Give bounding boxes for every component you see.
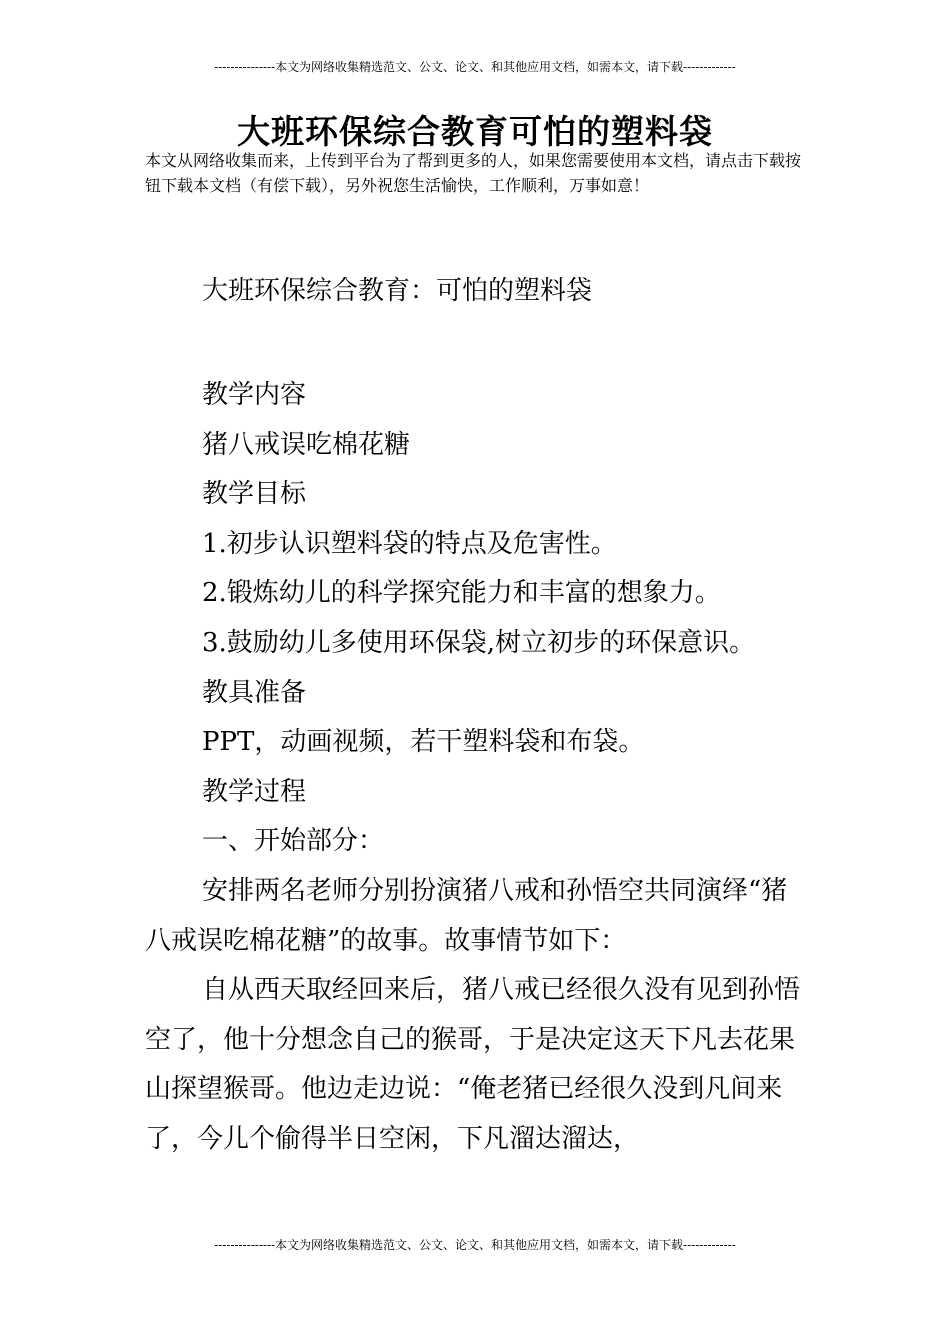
outline-heading-content: 教学内容	[202, 380, 307, 410]
outline-heading-materials: 教具准备	[202, 677, 307, 708]
outline-item-goal-2: 2.锻炼幼儿的科学探究能力和丰富的想象力。	[202, 578, 721, 609]
outline-heading-process: 教学过程	[202, 776, 307, 807]
document-title: 大班环保综合教育可怕的塑料袋	[237, 112, 713, 152]
lesson-outline	[145, 371, 810, 867]
story-paragraph-1: 安排两名老师分别扮演猪八戒和孙悟空共同演绎“猪八戒误吃棉花糖”的故事。故事情节如下：	[145, 876, 788, 956]
outline-item-goal-3: 3.鼓励幼儿多使用环保袋,树立初步的环保意识。	[202, 627, 756, 658]
document-subtitle: 大班环保综合教育：可怕的塑料袋	[202, 276, 593, 306]
running-footer: ---------------本文为网络收集精选范文、公文、论文、和其他应用文档，如需本文，请下载-------------	[214, 1238, 736, 1252]
running-header: ---------------本文为网络收集精选范文、公文、论文、和其他应用文档，如需本文，请下载-------------	[214, 60, 736, 74]
outline-item-content: 猪八戒误吃棉花糖	[202, 429, 411, 460]
intro-paragraph: 本文从网络收集而来，上传到平台为了帮到更多的人，如果您需要使用本文档，请点击下载按钮下载本文档（有偿下载），另外祝您生活愉快，工作顺利，万事如意！	[145, 151, 802, 195]
outline-item-part-1: 一、开始部分：	[202, 826, 385, 857]
story-paragraph-2: 自从西天取经回来后，猪八戒已经很久没有见到孙悟空了，他十分想念自己的猴哥，于是决定这天下凡去花果山探望猴哥。他边走边说：“俺老猪已经很久没到凡间来了，今儿个偷得半日空闲，下凡溜达溜达，	[145, 975, 801, 1154]
outline-item-goal-1: 1.初步认识塑料袋的特点及危害性。	[202, 528, 617, 559]
outline-item-materials: PPT，动画视频，若干塑料袋和布袋。	[202, 727, 645, 758]
outline-heading-goals: 教学目标	[202, 479, 307, 510]
story-section	[145, 867, 810, 1165]
